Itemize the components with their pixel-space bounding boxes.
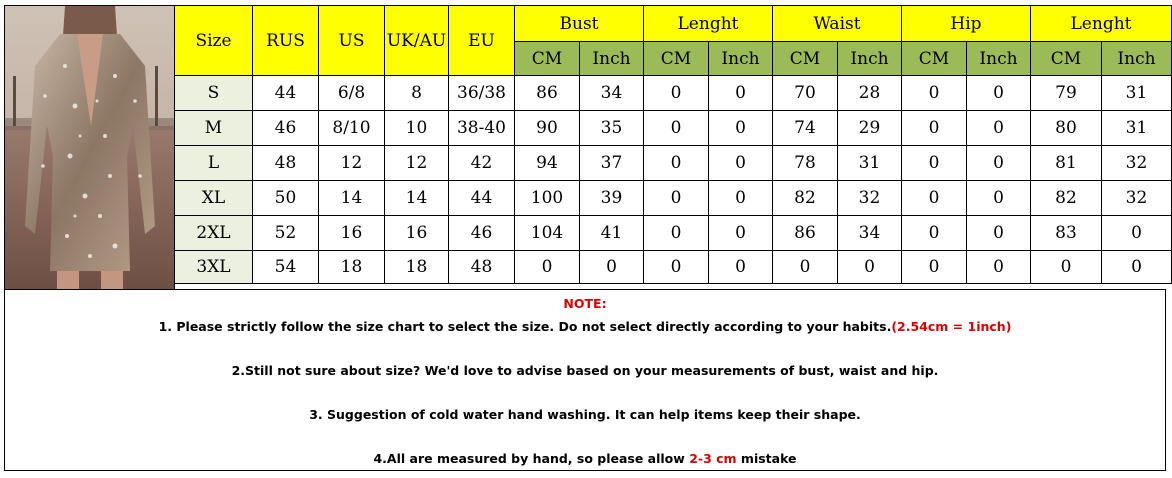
size-cell: S (175, 76, 253, 111)
eu-cell: 42 (449, 146, 515, 181)
value-cell: 0 (1102, 216, 1172, 251)
value-cell: 0 (838, 251, 902, 284)
value-cell: 34 (580, 76, 644, 111)
value-cell: 0 (967, 216, 1031, 251)
column-header-eu: EU (449, 6, 515, 76)
table-row (175, 251, 1172, 284)
value-cell: 0 (644, 216, 709, 251)
size-cell: M (175, 111, 253, 146)
unit-header-inch: Inch (580, 42, 644, 76)
us-cell: 14 (319, 181, 385, 216)
note-line-1-text: 1. Please strictly follow the size chart to select the size. Do not select directly according to your habits. (158, 319, 892, 334)
size-cell: 2XL (175, 216, 253, 251)
value-cell: 31 (1102, 76, 1172, 111)
note-line-4-tolerance: 2-3 cm (689, 451, 737, 466)
us-cell: 16 (319, 216, 385, 251)
eu-cell: 44 (449, 181, 515, 216)
us-cell: 12 (319, 146, 385, 181)
value-cell: 0 (902, 216, 967, 251)
note-title: NOTE: (563, 296, 607, 311)
value-cell: 0 (709, 216, 773, 251)
value-cell: 0 (644, 146, 709, 181)
value-cell: 78 (773, 146, 838, 181)
value-cell: 0 (902, 181, 967, 216)
value-cell: 0 (773, 251, 838, 284)
table-row (175, 111, 1172, 146)
note-line-4-text: 4.All are measured by hand, so please allow (373, 451, 690, 466)
size-cell: XL (175, 181, 253, 216)
rus-cell: 48 (253, 146, 319, 181)
note-line-1 (5, 319, 1165, 334)
value-cell: 0 (709, 76, 773, 111)
unit-header-cm: CM (644, 42, 709, 76)
value-cell: 0 (902, 251, 967, 284)
rus-cell: 54 (253, 251, 319, 284)
value-cell: 35 (580, 111, 644, 146)
value-cell: 0 (644, 76, 709, 111)
ukau-cell: 12 (385, 146, 449, 181)
value-cell: 0 (967, 76, 1031, 111)
value-cell: 0 (902, 111, 967, 146)
unit-header-inch: Inch (967, 42, 1031, 76)
us-cell: 6/8 (319, 76, 385, 111)
value-cell: 29 (838, 111, 902, 146)
eu-cell: 48 (449, 251, 515, 284)
value-cell: 74 (773, 111, 838, 146)
column-header-rus: RUS (253, 6, 319, 76)
unit-header-inch: Inch (838, 42, 902, 76)
value-cell: 32 (1102, 181, 1172, 216)
eu-cell: 38-40 (449, 111, 515, 146)
value-cell: 82 (773, 181, 838, 216)
group-header-length: Lenght (644, 6, 773, 42)
value-cell: 0 (967, 181, 1031, 216)
ukau-cell: 18 (385, 251, 449, 284)
us-cell: 8/10 (319, 111, 385, 146)
rus-cell: 50 (253, 181, 319, 216)
column-header-ukau: UK/AU (385, 6, 449, 76)
size-chart-table (174, 5, 1172, 284)
value-cell: 0 (644, 111, 709, 146)
value-cell: 0 (967, 111, 1031, 146)
value-cell: 0 (709, 146, 773, 181)
value-cell: 0 (967, 251, 1031, 284)
value-cell: 0 (902, 76, 967, 111)
notes-box (4, 289, 1166, 471)
note-line-4 (5, 451, 1165, 466)
value-cell: 0 (644, 181, 709, 216)
value-cell: 86 (773, 216, 838, 251)
value-cell: 83 (1031, 216, 1102, 251)
value-cell: 94 (515, 146, 580, 181)
value-cell: 80 (1031, 111, 1102, 146)
value-cell: 39 (580, 181, 644, 216)
ukau-cell: 16 (385, 216, 449, 251)
value-cell: 0 (644, 251, 709, 284)
value-cell: 0 (709, 181, 773, 216)
group-header-waist: Waist (773, 6, 902, 42)
note-line-4-end: mistake (736, 451, 797, 466)
table-row (175, 181, 1172, 216)
note-line-2: 2.Still not sure about size? We'd love to advise based on your measurements of bust, waist and hip. (231, 363, 939, 378)
column-header-us: US (319, 6, 385, 76)
ukau-cell: 10 (385, 111, 449, 146)
rus-cell: 44 (253, 76, 319, 111)
value-cell: 32 (838, 181, 902, 216)
size-cell: 3XL (175, 251, 253, 284)
value-cell: 34 (838, 216, 902, 251)
value-cell: 0 (902, 146, 967, 181)
value-cell: 0 (515, 251, 580, 284)
product-photo (4, 5, 175, 290)
unit-header-inch: Inch (709, 42, 773, 76)
value-cell: 31 (838, 146, 902, 181)
value-cell: 31 (1102, 111, 1172, 146)
eu-cell: 36/38 (449, 76, 515, 111)
value-cell: 81 (1031, 146, 1102, 181)
value-cell: 37 (580, 146, 644, 181)
value-cell: 0 (967, 146, 1031, 181)
value-cell: 100 (515, 181, 580, 216)
note-line-3: 3. Suggestion of cold water hand washing. It can help items keep their shape. (309, 407, 861, 422)
unit-header-cm: CM (902, 42, 967, 76)
value-cell: 41 (580, 216, 644, 251)
group-header-hip: Hip (902, 6, 1031, 42)
us-cell: 18 (319, 251, 385, 284)
value-cell: 0 (580, 251, 644, 284)
value-cell: 0 (709, 111, 773, 146)
value-cell: 0 (1031, 251, 1102, 284)
unit-header-inch: Inch (1102, 42, 1172, 76)
group-header-length-2: Lenght (1031, 6, 1172, 42)
value-cell: 90 (515, 111, 580, 146)
rus-cell: 52 (253, 216, 319, 251)
group-header-bust: Bust (515, 6, 644, 42)
size-cell: L (175, 146, 253, 181)
value-cell: 79 (1031, 76, 1102, 111)
table-row (175, 146, 1172, 181)
value-cell: 104 (515, 216, 580, 251)
table-row (175, 216, 1172, 251)
unit-header-cm: CM (1031, 42, 1102, 76)
ukau-cell: 8 (385, 76, 449, 111)
unit-header-cm: CM (773, 42, 838, 76)
value-cell: 28 (838, 76, 902, 111)
value-cell: 70 (773, 76, 838, 111)
value-cell: 82 (1031, 181, 1102, 216)
eu-cell: 46 (449, 216, 515, 251)
value-cell: 0 (709, 251, 773, 284)
column-header-size: Size (175, 6, 253, 76)
note-line-1-conversion: (2.54cm = 1inch) (891, 319, 1012, 334)
value-cell: 86 (515, 76, 580, 111)
table-row (175, 76, 1172, 111)
rus-cell: 46 (253, 111, 319, 146)
unit-header-cm: CM (515, 42, 580, 76)
value-cell: 0 (1102, 251, 1172, 284)
ukau-cell: 14 (385, 181, 449, 216)
value-cell: 32 (1102, 146, 1172, 181)
